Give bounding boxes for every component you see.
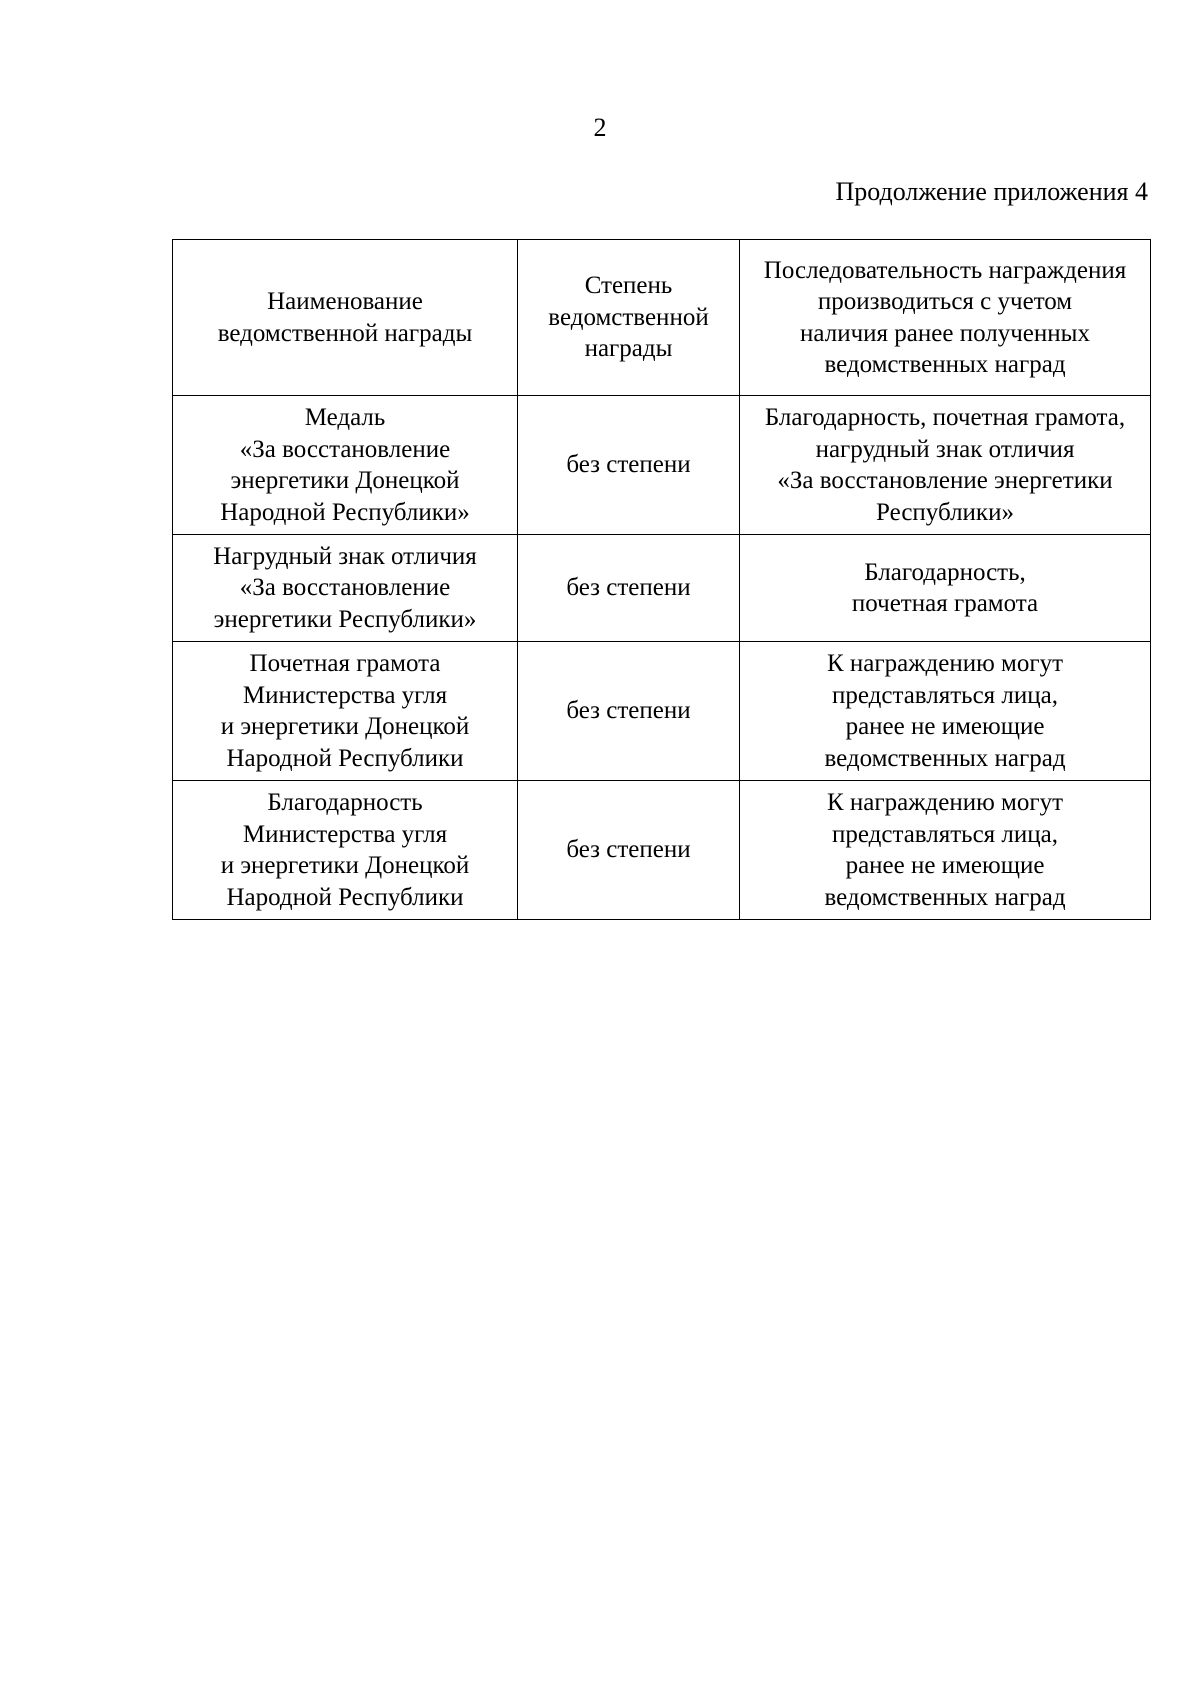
cell-line: почетная грамота — [851, 590, 1039, 617]
award-degree-cell: без степени — [518, 642, 740, 781]
cell-line: Медаль — [304, 404, 386, 431]
table-row — [173, 781, 1151, 920]
award-name-cell — [173, 535, 518, 642]
cell-line: «За восстановление — [239, 574, 451, 602]
cell-line: Народной Республики — [226, 883, 464, 911]
cell-line: «За восстановление — [239, 435, 451, 463]
cell-line: К награждению могут — [826, 789, 1064, 816]
award-sequence-cell — [740, 642, 1151, 781]
awards-table — [172, 239, 1151, 920]
cell-line: Республики» — [876, 498, 1014, 526]
cell-line: Благодарность, почетная грамота, — [764, 404, 1126, 431]
cell-line: ведомственных наград — [824, 883, 1066, 911]
header-line: ведомственной — [548, 303, 709, 331]
header-line: ведомственной награды — [217, 319, 473, 347]
cell-line: нагрудный знак отличия — [815, 435, 1075, 463]
cell-line: Министерства угля — [242, 820, 448, 848]
award-degree-cell: без степени — [518, 535, 740, 642]
cell-line: представляться лица, — [832, 820, 1058, 848]
award-sequence-cell — [740, 781, 1151, 920]
table-row — [173, 535, 1151, 642]
header-award-degree — [518, 240, 740, 396]
cell-line: энергетики Донецкой — [230, 467, 460, 494]
cell-line: «За восстановление энергетики — [777, 467, 1113, 494]
header-line: Последовательность награждения — [763, 256, 1127, 284]
cell-line: К награждению могут — [826, 650, 1064, 677]
award-sequence-cell — [740, 396, 1151, 535]
cell-line: ранее не имеющие — [845, 713, 1045, 740]
cell-line: энергетики Республики» — [213, 605, 477, 633]
page-number: 2 — [593, 113, 607, 142]
appendix-continuation-label: Продолжение приложения 4 — [835, 177, 1148, 206]
cell-line: Нагрудный знак отличия — [213, 542, 477, 570]
header-line: ведомственных наград — [824, 351, 1066, 378]
header-line: наличия ранее полученных — [800, 319, 1090, 347]
table-row — [173, 396, 1151, 535]
header-award-name — [173, 240, 518, 396]
cell-line: ведомственных наград — [824, 744, 1066, 772]
table-row — [173, 642, 1151, 781]
header-line: Наименование — [267, 288, 423, 315]
cell-line: Благодарность — [267, 789, 423, 816]
award-name-cell — [173, 642, 518, 781]
cell-line: Почетная грамота — [249, 650, 441, 677]
header-line: награды — [584, 335, 673, 363]
cell-line: представляться лица, — [832, 681, 1058, 709]
cell-line: и энергетики Донецкой — [220, 713, 470, 740]
award-name-cell — [173, 781, 518, 920]
award-sequence-cell — [740, 535, 1151, 642]
table-header-row — [173, 240, 1151, 396]
award-name-cell — [173, 396, 518, 535]
award-degree-cell: без степени — [518, 396, 740, 535]
cell-line: и энергетики Донецкой — [220, 852, 470, 879]
cell-line: ранее не имеющие — [845, 852, 1045, 879]
cell-line: Народной Республики — [226, 744, 464, 772]
cell-line: Благодарность, — [864, 558, 1026, 586]
header-award-sequence — [740, 240, 1151, 396]
header-line: Степень — [584, 272, 673, 300]
cell-line: Народной Республики» — [220, 498, 470, 526]
header-line: производиться с учетом — [817, 288, 1073, 315]
cell-line: Министерства угля — [242, 681, 448, 709]
award-degree-cell: без степени — [518, 781, 740, 920]
